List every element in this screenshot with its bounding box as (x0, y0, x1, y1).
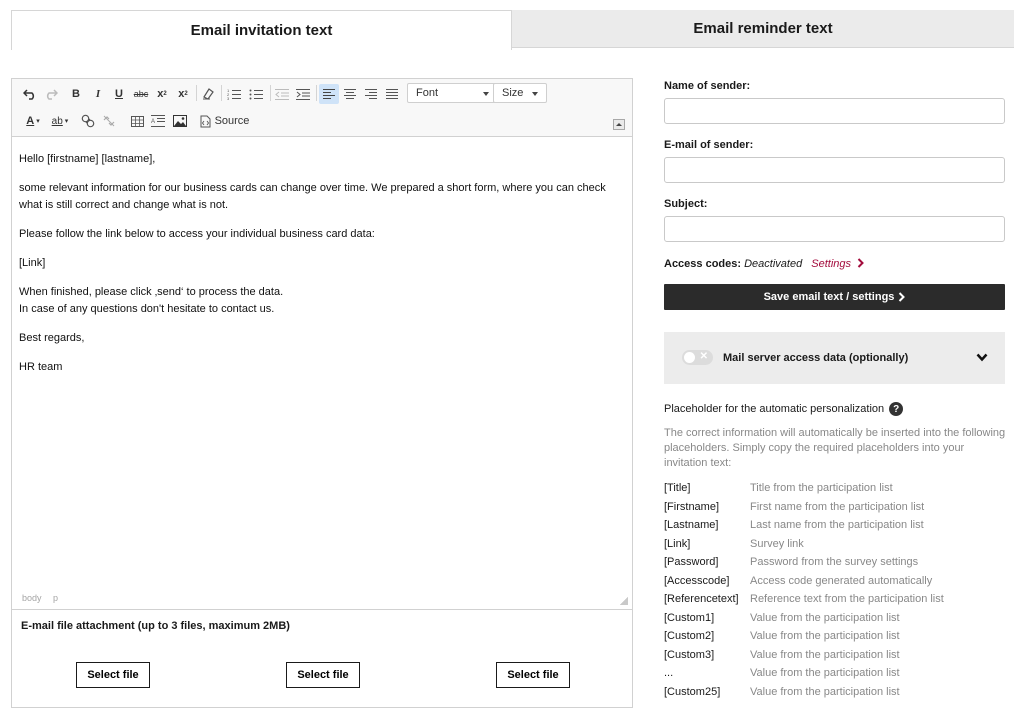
placeholder-desc: Last name from the participation list (750, 519, 924, 531)
placeholder-desc: Survey link (750, 537, 804, 550)
editor-greeting: Hello [firstname] [lastname], (19, 153, 156, 165)
tab-email-invitation[interactable] (11, 10, 512, 50)
placeholder-row (664, 684, 1009, 703)
strikethrough-button[interactable]: abc (133, 89, 149, 99)
access-codes-status: Deactivated (744, 258, 803, 270)
element-path (22, 593, 67, 603)
underline-button[interactable]: U (115, 88, 123, 100)
redo-icon[interactable] (43, 85, 59, 103)
background-color-label: ab (51, 115, 63, 127)
editor-paragraph (19, 284, 619, 318)
placeholder-desc: Value from the participation list (750, 611, 900, 624)
source-label: Source (214, 115, 250, 127)
editor-line: In case of any questions don't hesitate to contact us. (19, 303, 275, 315)
sender-name-label: Name of sender: (664, 80, 751, 92)
remove-format-icon[interactable] (200, 85, 216, 103)
mail-server-label: Mail server access data (optionally) (723, 352, 909, 364)
editor-paragraph: Please follow the link below to access your individual business card data: (19, 228, 375, 240)
chevron-right-icon (898, 292, 905, 302)
placeholder-key: [Custom25] (664, 685, 721, 698)
background-color-button[interactable] (48, 112, 72, 130)
font-select-label: Font (416, 87, 439, 99)
placeholder-desc: Value from the participation list (750, 667, 900, 679)
svg-text:3: 3 (227, 95, 230, 101)
placeholder-list (664, 480, 1009, 702)
sender-name-input[interactable] (664, 98, 1005, 124)
editor-closing: Best regards, (19, 332, 85, 344)
subscript-button[interactable]: x 2 (157, 88, 167, 100)
mail-server-toggle[interactable] (682, 350, 713, 365)
placeholder-key: [Link] (664, 537, 691, 550)
bold-button[interactable]: B (72, 88, 80, 100)
placeholder-row (664, 628, 1009, 647)
sender-email-input[interactable] (664, 157, 1005, 183)
editor-link-placeholder: [Link] (19, 257, 46, 269)
chevron-down-icon (532, 92, 538, 96)
tab-email-reminder-label: Email reminder text (693, 20, 833, 37)
settings-link[interactable] (811, 258, 864, 270)
text-color-label: A (26, 115, 35, 127)
save-email-settings-button[interactable] (664, 284, 1005, 310)
chevron-down-icon: ▾ (36, 118, 40, 125)
source-button[interactable] (198, 112, 250, 130)
chevron-down-icon (976, 353, 988, 362)
placeholder-desc: Title from the participation list (750, 482, 893, 494)
placeholder-row (664, 665, 1009, 684)
svg-text:2: 2 (227, 91, 230, 97)
placeholder-desc: Reference text from the participation list (750, 593, 944, 605)
placeholder-key: [Referencetext] (664, 593, 739, 605)
numbered-list-icon[interactable] (226, 85, 242, 103)
outdent-icon[interactable] (274, 85, 290, 103)
table-icon[interactable] (129, 112, 145, 130)
select-file-button-3[interactable]: Select file (496, 662, 570, 688)
align-center-icon[interactable] (342, 85, 358, 103)
mail-server-panel[interactable] (664, 332, 1005, 384)
undo-icon[interactable] (22, 85, 38, 103)
placeholder-row (664, 554, 1009, 573)
select-file-button-1[interactable]: Select file (76, 662, 150, 688)
resize-handle[interactable] (620, 597, 628, 605)
svg-text:A: A (151, 119, 156, 125)
placeholder-row (664, 536, 1009, 555)
placeholder-row (664, 573, 1009, 592)
rich-text-editor (11, 78, 633, 610)
element-path-p[interactable]: p (53, 593, 59, 603)
font-select[interactable] (407, 83, 498, 103)
placeholder-key: [Accesscode] (664, 574, 730, 587)
svg-text:1: 1 (227, 87, 230, 93)
image-icon[interactable] (172, 112, 188, 130)
placeholder-key: ... (664, 667, 674, 679)
sender-email-label: E-mail of sender: (664, 139, 754, 151)
editor-signature: HR team (19, 361, 63, 373)
placeholder-desc: Access code generated automatically (750, 574, 933, 587)
attachment-section (11, 610, 633, 708)
source-icon (199, 115, 212, 128)
subscript-label: x (157, 88, 164, 100)
size-select-label: Size (502, 87, 524, 99)
placeholder-row (664, 517, 1009, 536)
placeholder-desc: Value from the participation list (750, 630, 900, 642)
placeholder-key: [Custom1] (664, 611, 715, 624)
align-left-icon[interactable] (319, 84, 339, 104)
placeholder-row (664, 647, 1009, 666)
placeholder-key: [Password] (664, 556, 719, 568)
placeholder-row (664, 610, 1009, 629)
placeholder-description: The correct information will automatically be inserted into the following placeholders. Simply copy the required placeholders into your invitation text: (664, 427, 1006, 469)
tab-email-invitation-label: Email invitation text (190, 22, 333, 39)
placeholder-desc: Value from the participation list (750, 648, 900, 661)
placeholder-desc: First name from the participation list (750, 500, 925, 513)
placeholder-title-text: Placeholder for the automatic personalization (664, 403, 885, 415)
placeholder-key: [Custom2] (664, 630, 715, 642)
select-file-button-2[interactable]: Select file (286, 662, 360, 688)
subject-label: Subject: (664, 198, 708, 210)
editor-content[interactable] (19, 151, 619, 388)
superscript-button[interactable]: x 2 (178, 88, 188, 100)
align-right-icon[interactable] (363, 85, 379, 103)
collapse-toolbar-button[interactable] (613, 119, 625, 130)
subject-input[interactable] (664, 216, 1005, 242)
indent-icon[interactable] (295, 85, 311, 103)
placeholder-row (664, 480, 1009, 499)
close-icon: ✕ (699, 351, 708, 362)
access-codes-label: Access codes: (664, 258, 742, 270)
italic-button[interactable]: I (95, 88, 101, 100)
bulleted-list-icon[interactable] (248, 85, 264, 103)
placeholder-desc: Value from the participation list (750, 685, 900, 698)
chevron-down-icon: ▾ (64, 118, 69, 125)
placeholder-desc: Password from the survey settings (750, 556, 919, 568)
superscript-label: x (178, 88, 185, 100)
format-block-icon[interactable] (150, 112, 166, 130)
justify-icon[interactable] (384, 85, 400, 103)
link-icon[interactable] (80, 112, 96, 130)
placeholder-key: [Custom3] (664, 648, 715, 661)
editor-toolbar (12, 79, 632, 137)
settings-link-label: Settings (811, 258, 852, 270)
unlink-icon[interactable] (101, 112, 117, 130)
toggle-knob (684, 352, 695, 363)
tab-email-reminder[interactable] (512, 10, 1014, 48)
placeholder-key: [Title] (664, 482, 691, 494)
help-icon[interactable]: ? (889, 402, 903, 416)
access-codes-row (664, 258, 864, 270)
placeholder-row (664, 499, 1009, 518)
placeholder-key: [Lastname] (664, 519, 719, 531)
size-select[interactable] (493, 83, 547, 103)
chevron-down-icon (483, 92, 489, 96)
chevron-right-icon (857, 258, 864, 268)
element-path-body[interactable]: body (22, 593, 42, 603)
save-button-label: Save email text / settings (763, 291, 895, 303)
text-color-button[interactable] (22, 112, 44, 130)
editor-line: When finished, please click ‚send‘ to process the data. (19, 286, 284, 298)
placeholder-row (664, 591, 1009, 610)
editor-paragraph: some relevant information for our business cards can change over time. We prepared a short form, where you can check what is still correct and change what is not. (19, 182, 606, 211)
placeholder-key: [Firstname] (664, 500, 720, 513)
placeholder-title (664, 402, 903, 416)
attachment-title: E-mail file attachment (up to 3 files, maximum 2MB) (21, 620, 290, 632)
